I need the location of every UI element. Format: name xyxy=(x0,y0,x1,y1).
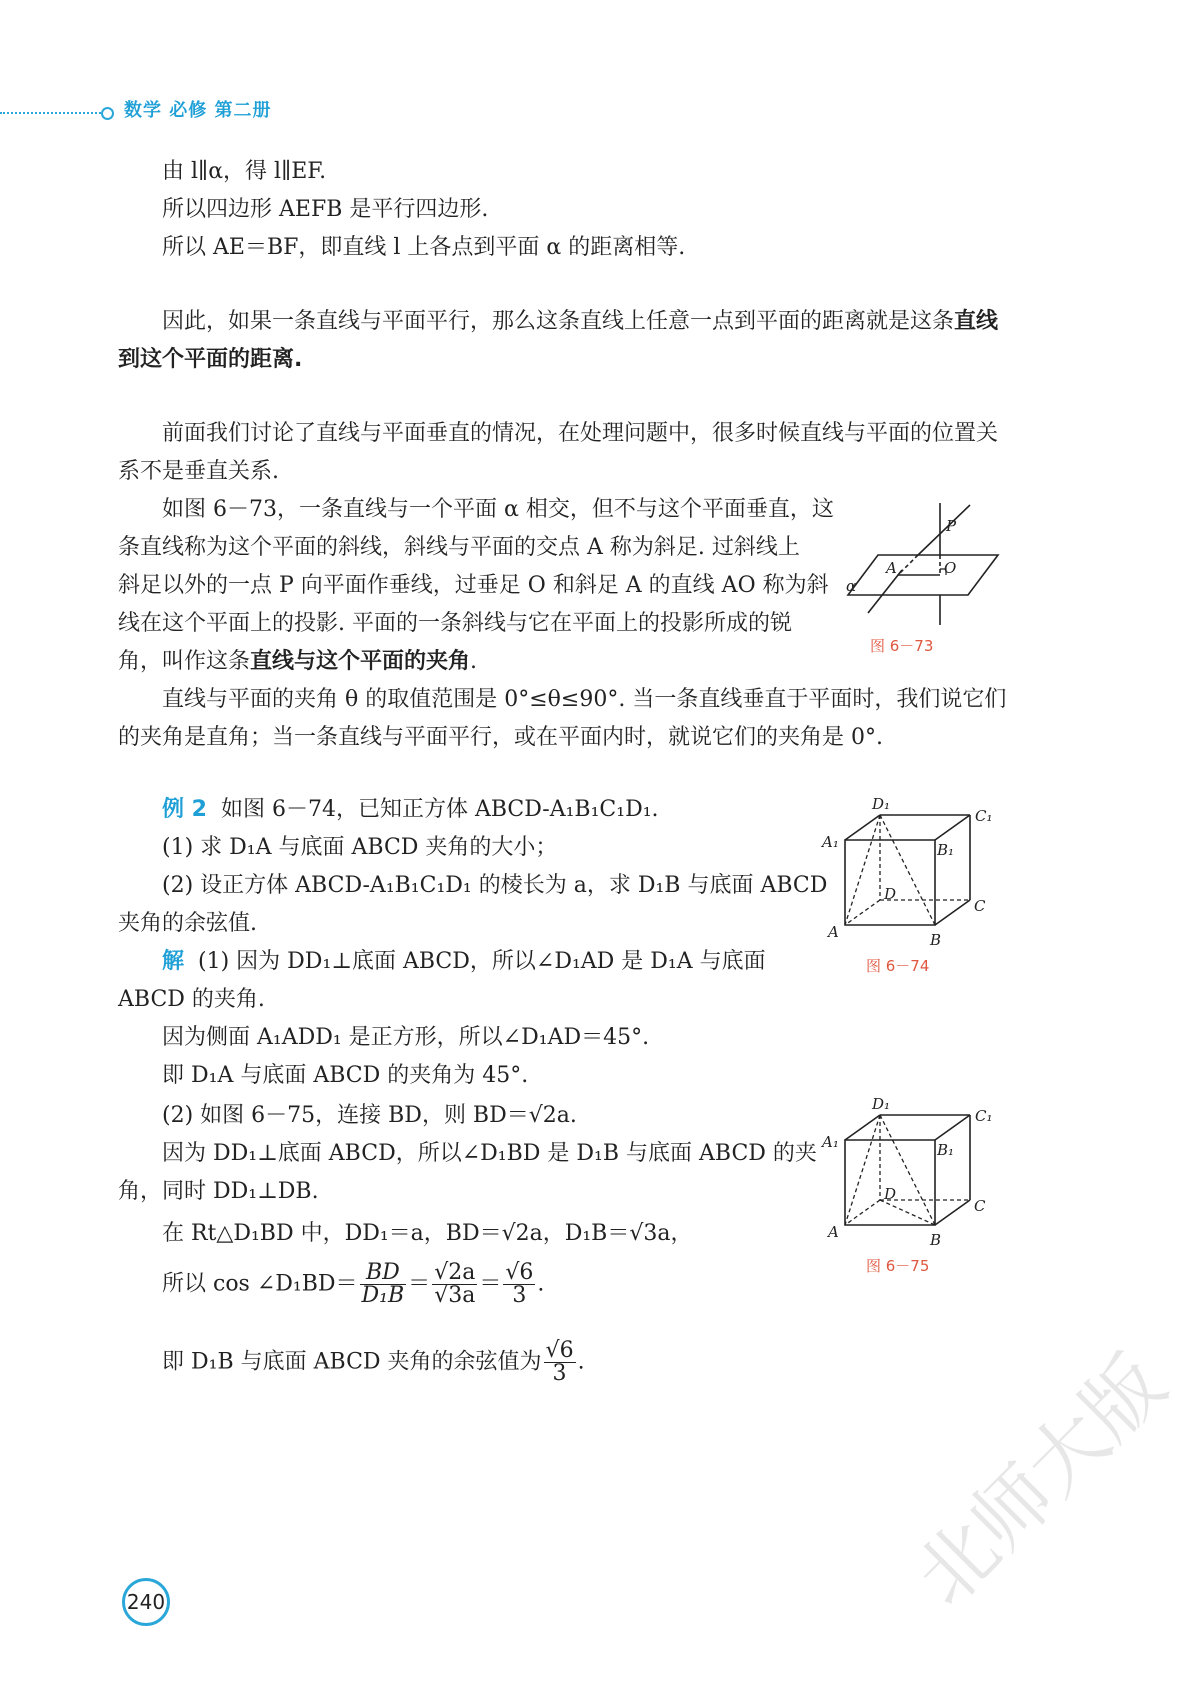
text-line: 因为侧面 A₁ADD₁ 是正方形，所以∠D₁AD＝45°. xyxy=(162,1025,650,1050)
figure-6-74 xyxy=(820,795,1000,955)
example-title: 例 2 如图 6－74，已知正方体 ABCD-A₁B₁C₁D₁. xyxy=(162,797,659,822)
cosine-formula: 所以 cos ∠D₁BD＝ $\frac{BD}{\text{D₁B}}$ ＝ $\frac{√2a}{√3a}$ ＝ $\frac{√6}{3}$ . xyxy=(162,1260,545,1308)
svg-text:B: B xyxy=(930,931,942,949)
label-A: A xyxy=(886,559,897,577)
svg-text:C: C xyxy=(974,897,986,915)
text-line: 直线与平面的夹角 θ 的取值范围是 0°≤θ≤90°. 当一条直线垂直于平面时，我们说它们 xyxy=(162,687,1007,712)
header-circle-icon xyxy=(101,107,114,120)
text-line: 即 D₁A 与底面 ABCD 的夹角为 45°. xyxy=(162,1063,529,1088)
text-line: 因为 DD₁⊥底面 ABCD，所以∠D₁BD 是 D₁B 与底面 ABCD 的夹 xyxy=(162,1141,817,1166)
figure-6-73 xyxy=(838,495,1018,630)
figure-caption: 图 6－74 xyxy=(866,957,930,975)
solution-line: 解 (1) 因为 DD₁⊥底面 ABCD，所以∠D₁AD 是 D₁A 与底面 xyxy=(162,949,766,974)
text-line: (1) 求 D₁A 与底面 ABCD 夹角的大小； xyxy=(162,835,558,860)
text-line: 在 Rt△D₁BD 中，DD₁＝a，BD＝√2a，D₁B＝√3a， xyxy=(162,1221,693,1246)
figure-caption: 图 6－73 xyxy=(870,637,934,655)
svg-text:A: A xyxy=(828,923,839,941)
svg-text:D: D xyxy=(884,1185,897,1203)
oblique-line-top xyxy=(918,505,970,555)
svg-text:C₁: C₁ xyxy=(975,807,993,825)
header-dotted-line xyxy=(0,112,104,114)
text-line: ABCD 的夹角. xyxy=(118,987,265,1012)
text-line: 所以四边形 AEFB 是平行四边形. xyxy=(162,197,489,222)
header-title: 数学 必修 第二册 xyxy=(124,100,272,121)
text-line: 前面我们讨论了直线与平面垂直的情况，在处理问题中，很多时候直线与平面的位置关 xyxy=(162,421,999,446)
text-line: (2) 如图 6－75，连接 BD，则 BD＝√2a. xyxy=(162,1103,577,1128)
svg-text:A₁: A₁ xyxy=(822,1133,839,1151)
text-line: 角，同时 DD₁⊥DB. xyxy=(118,1179,319,1204)
svg-text:A₁: A₁ xyxy=(822,833,839,851)
text-line: 的夹角是直角；当一条直线与平面平行，或在平面内时，就说它们的夹角是 0°. xyxy=(118,725,883,750)
svg-text:D₁: D₁ xyxy=(872,795,891,813)
text-line: 如图 6－73，一条直线与一个平面 α 相交，但不与这个平面垂直，这 xyxy=(162,497,834,522)
text-line: 线在这个平面上的投影. 平面的一条斜线与它在平面上的投影所成的锐 xyxy=(118,611,792,636)
figure-caption: 图 6－75 xyxy=(866,1257,930,1275)
svg-text:B₁: B₁ xyxy=(937,841,955,859)
svg-text:D₁: D₁ xyxy=(872,1095,891,1113)
page-number: 240 xyxy=(122,1578,170,1626)
watermark: 北师大版 xyxy=(898,1338,1184,1624)
fraction: $\frac{√6}{3}$ xyxy=(545,1338,574,1386)
text-line: 角，叫作这条直线与这个平面的夹角. xyxy=(118,649,478,674)
label-O: O xyxy=(944,559,957,577)
svg-text:D: D xyxy=(884,885,897,903)
figure-6-75 xyxy=(820,1095,1000,1255)
text-line: 斜足以外的一点 P 向平面作垂线，过垂足 O 和斜足 A 的直线 AO 称为斜 xyxy=(118,573,829,598)
text-line: 由 l∥α，得 l∥EF. xyxy=(162,159,327,184)
text-line: 夹角的余弦值. xyxy=(118,911,257,936)
label-P: P xyxy=(946,517,957,535)
text-line: 条直线称为这个平面的斜线，斜线与平面的交点 A 称为斜足. 过斜线上 xyxy=(118,535,800,560)
svg-text:B₁: B₁ xyxy=(937,1141,955,1159)
svg-text:C₁: C₁ xyxy=(975,1107,993,1125)
definition-line: 因此，如果一条直线与平面平行，那么这条直线上任意一点到平面的距离就是这条直线 xyxy=(162,309,999,334)
answer-line: 即 D₁B 与底面 ABCD 夹角的余弦值为 $\frac{√6}{3}$ . xyxy=(162,1338,585,1386)
text-line: 所以 AE＝BF，即直线 l 上各点到平面 α 的距离相等. xyxy=(162,235,686,260)
fraction: $\frac{√2a}{√3a}$ xyxy=(434,1260,476,1308)
label-alpha: α xyxy=(846,577,857,595)
oblique-line-bottom xyxy=(868,570,902,613)
fraction: $\frac{BD}{\text{D₁B}}$ xyxy=(361,1260,405,1308)
svg-text:B: B xyxy=(930,1231,942,1249)
text-line: (2) 设正方体 ABCD-A₁B₁C₁D₁ 的棱长为 a，求 D₁B 与底面 ABCD xyxy=(162,873,828,898)
definition-line-bold: 到这个平面的距离. xyxy=(118,347,303,372)
fraction: $\frac{√6}{3}$ xyxy=(505,1260,534,1308)
svg-text:A: A xyxy=(828,1223,839,1241)
svg-text:C: C xyxy=(974,1197,986,1215)
text-line: 系不是垂直关系. xyxy=(118,459,279,484)
